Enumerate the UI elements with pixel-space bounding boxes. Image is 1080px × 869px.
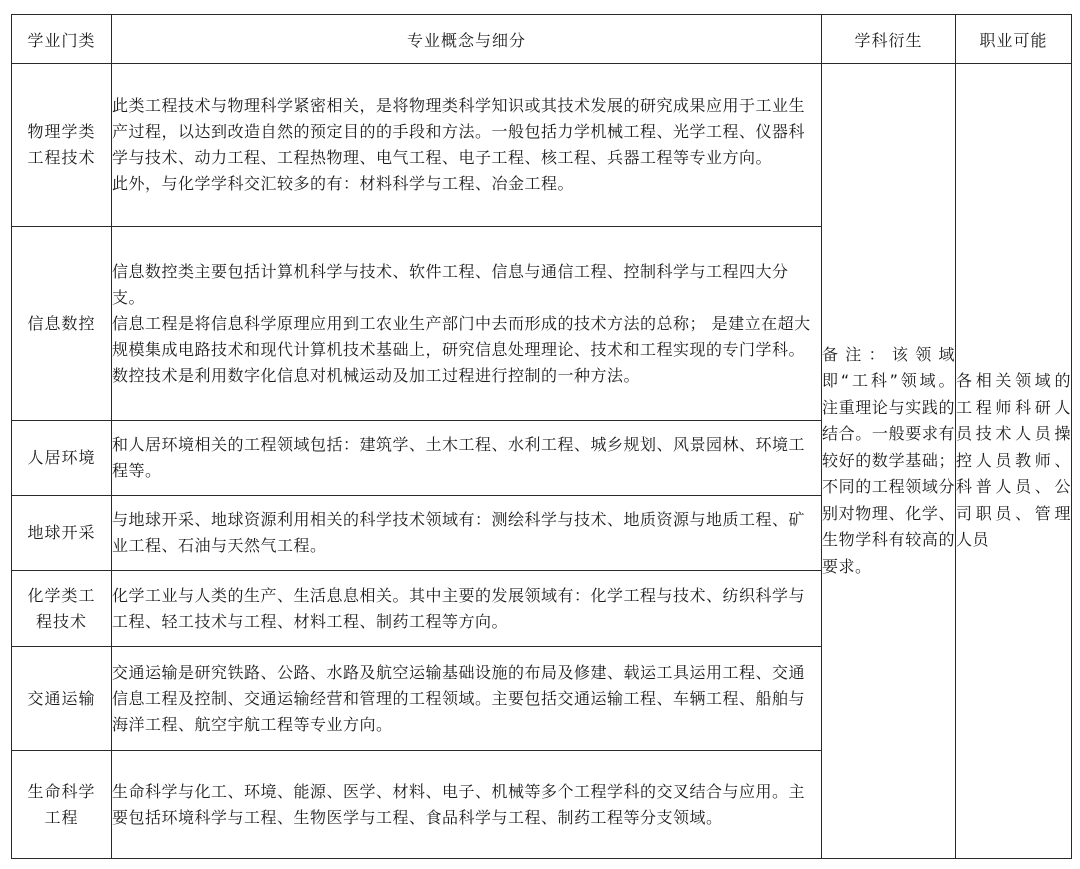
description-paragraph: 数控技术是利用数字化信息对机械运动及加工过程进行控制的一种方法。 (112, 365, 641, 385)
description-cell (112, 571, 822, 647)
row-physics-engineering (12, 64, 1072, 227)
description-paragraph: 生命科学与化工、环境、能源、医学、材料、电子、机械等多个工程学科的交叉结合与应用。主要包括环境科学与工程、生物医学与工程、食品科学与工程、制药工程等分支领域。 (112, 781, 806, 827)
category-cell: 化学类工 程技术 (12, 571, 112, 647)
description-paragraph: 和人居环境相关的工程领域包括：建筑学、土木工程、水利工程、城乡规划、风景园林、环境工程等。 (112, 435, 806, 480)
description-paragraph: 此外，与化学学科交汇较多的有：材料科学与工程、冶金工程。 (112, 174, 575, 193)
category-cell: 物理学类 工程技术 (12, 64, 112, 227)
description-cell (112, 421, 822, 496)
description-cell (112, 64, 822, 227)
header-concept: 专业概念与细分 (112, 15, 822, 64)
description-paragraph: 与地球开采、地球资源利用相关的科学技术领域有：测绘科学与技术、地质资源与地质工程、矿业工程、石油与天然气工程。 (112, 510, 806, 555)
description-cell (112, 647, 822, 751)
header-row (12, 15, 1072, 64)
description-cell (112, 496, 822, 571)
category-cell: 地球开采 (12, 496, 112, 571)
description-paragraph: 化学工业与人类的生产、生活息息相关。其中主要的发展领域有：化学工程与技术、纺织科学与工程、轻工技术与工程、材料工程、制药工程等方向。 (112, 585, 806, 631)
header-derivation: 学科衍生 (822, 15, 956, 64)
category-cell: 交通运输 (12, 647, 112, 751)
description-paragraph: 此类工程技术与物理科学紧密相关，是将物理类科学知识或其技术发展的研究成果应用于工业生产过程，以达到改造自然的预定目的的手段和方法。一般包括力学机械工程、光学工程、仪器科学与技术、动力工程、工程热物理、电气工程、电子工程、核工程、兵器工程等专业方向。 (112, 96, 806, 167)
description-paragraph: 信息数控类主要包括计算机科学与技术、软件工程、信息与通信工程、控制科学与工程四大分支。 (112, 261, 789, 307)
header-career: 职业可能 (956, 15, 1072, 64)
description-cell (112, 751, 822, 859)
majors-table (11, 14, 1072, 859)
career-note-cell: 各相关领域的工程师科研人员技术人员操控人员教师、科普人员、公司职员、管理人员 (956, 64, 1072, 859)
description-cell (112, 227, 822, 421)
description-paragraph: 交通运输是研究铁路、公路、水路及航空运输基础设施的布局及修建、载运工具运用工程、交通信息工程及控制、交通运输经营和管理的工程领域。主要包括交通运输工程、车辆工程、船舶与海洋工程、航空宇航工程等专业方向。 (112, 662, 806, 734)
category-cell: 信息数控 (12, 227, 112, 421)
category-cell: 生命科学 工程 (12, 751, 112, 859)
derivation-note-cell: 备注：该领域即“工科”领域。注重理论与实践的结合。一般要求有较好的数学基础；不同的工程领域分别对物理、化学、生物学科有较高的要求。 (822, 64, 956, 859)
description-paragraph: 信息工程是将信息科学原理应用到工农业生产部门中去而形成的技术方法的总称； 是建立在超大规模集成电路技术和现代计算机技术基础上，研究信息处理理论、技术和工程实现的专门学科。 (112, 313, 811, 359)
category-cell: 人居环境 (12, 421, 112, 496)
header-category: 学业门类 (12, 15, 112, 64)
